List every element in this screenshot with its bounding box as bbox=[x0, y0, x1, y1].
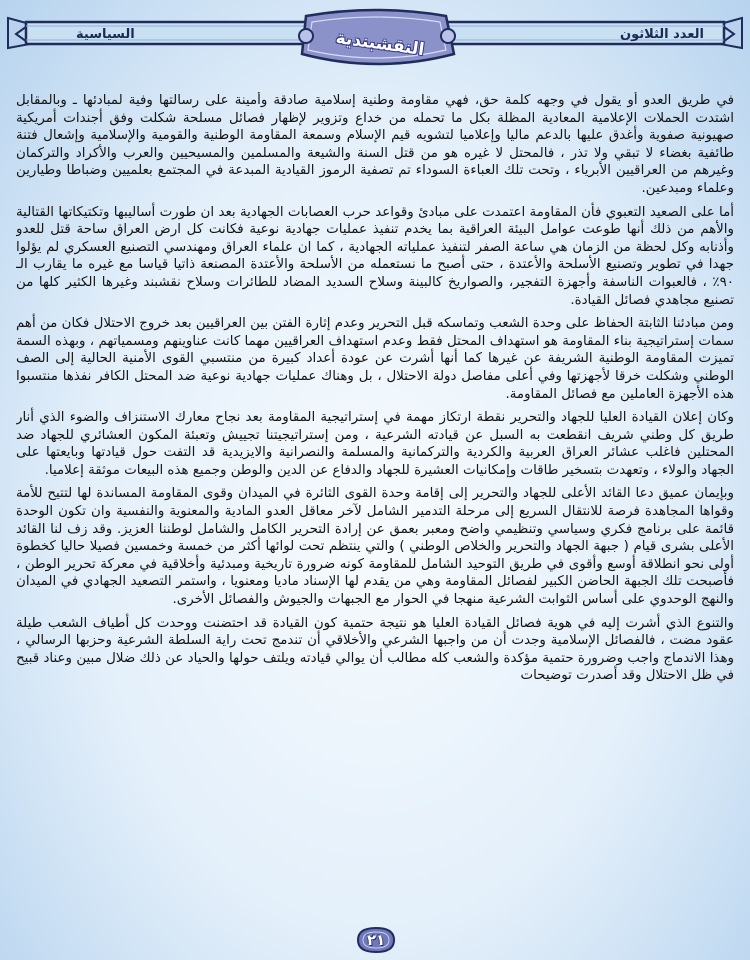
paragraph: وكان إعلان القيادة العليا للجهاد والتحرير نقطة ارتكاز مهمة في إستراتيجية المقاومة بعد نجاح معارك الاستنزاف والضوء الذي أنار طريق كل وطني شريف انقطعت به السبل عن قيادته الشرعية ، ومن إستراتيجيتنا تجييش وتعبئة المكون العشائري للجهاد ضد المحتلين فاغلب عشائر العراق العربية والكردية والتركمانية والمسلمة والنصرانية والايزيدية قد التفت حول قيادتها وبايعتها على الجهاد والولاء ، وتعهدت بتسخير طاقات وإمكانيات العشيرة للجهاد والدفاع عن الدين والوطن وجميع هذه البيعات موثقة إعلاميا. bbox=[16, 410, 734, 478]
issue-number: العدد الثلاثون bbox=[619, 27, 704, 42]
magazine-logo: النقشبندية bbox=[334, 27, 426, 61]
page-number-badge bbox=[354, 926, 398, 954]
article-body bbox=[16, 92, 734, 922]
section-title: السياسية bbox=[76, 27, 135, 42]
paragraph: والتنوع الذي أشرت إليه في هوية فصائل القيادة العليا هو نتيجة حتمية كون القيادة قد احتضنت ووحدت كل أطياف الشعب طيلة عقود مضت ، فالفصائل الإسلامية وجدت أن من واجبها الشرعي والأخلاقي أن تندمج تحت راية السلطة الشرعية وحزبها الرسالي ، وهذا الاندماج واجب وضرورة حتمية مؤكدة والشعب كله مطالب أن يوالي قيادته ويلتف حولها والحياد عن ذلك ضلال مبين وعناد قبيح في ظل الاحتلال وقد أصدرت توضيحات bbox=[16, 615, 734, 684]
paragraph: في طريق العدو أو يقول في وجهه كلمة حق، فهي مقاومة وطنية إسلامية صادقة وأمينة على رسالتها وفية لمبادئها ـ وبالمقابل اشتدت الحملات الإعلامية المعادية المظلة بكل ما تحمله من خداع وتزوير لإظهار فصائل مسلحة شكلت وفق أجندات أمريكية صهيونية صفوية وأغدق عليها بالدعم ماليا وإعلاميا لتشويه قيم الإسلام وسمعة المقاومة الوطنية والقومية والإسلامية وإشعال فتنة طائفية بغضاء لا تبقي ولا تذر ، فالمحتل لا غيره هو من قتل السنة والشيعة والمسلمين والمسيحيين والعرب والأكراد والتركمان وغيرهم من العراقيين الأبرياء ، وتحت تلك العباءة السوداء تم تصفية الرموز القيادية المبدعة في المجتمع بعلميين وضباطا وطيارين وعلماء ومبدعين. bbox=[16, 93, 734, 196]
header-ribbon bbox=[6, 8, 744, 78]
paragraph: أما على الصعيد التعبوي فأن المقاومة اعتمدت على مبادئ وقواعد حرب العصابات الجهادية بعد ان طورت أساليبها وتكتيكاتها القتالية والأهم من ذلك أنها طوعت عوامل البيئة العراقية بما يخدم تنفيذ عمليات جهادية نوعية فكانت كل ارض العراق ساحة قتل للعدو وأذنابه وكل لحظة من الزمان هي ساعة الصفر لتنفيذ عملياته الجهادية ، كما ان علماء العراق ومهندسي التصنيع العسكري لم يؤلوا جهدا في تطوير وتصنيع الأسلحة والأعتدة ، حتى أصبح ما نستعمله من الأسلحة والأعتدة المصنعة ذاتيا قياسا مع غيره ما يقارب الـ ٩٠٪ ، فالعبوات الناسفة وأجهزة التفجير، والصواريخ كالبينة وسلاح السديد المضاد للطائرات وسلاح نقشبند وغيرها الكثير كلها من تصنيع مجاهدي فصائل القيادة. bbox=[16, 204, 734, 308]
paragraph: ومن مبادئنا الثابتة الحفاظ على وحدة الشعب وتماسكه قبل التحرير وعدم إثارة الفتن بين العراقيين بعد خروج الاحتلال فكان من أهم سمات إستراتيجية بناء المقاومة هو استهداف المحتل فقط وعدم استهداف العراقيين مهما كانت عناوينهم ومسمياتهم ، وبهذه السمة تميزت المقاومة الوطنية الشريفة عن غيرها كما أنها أشرت عن عودة أعداد كبيرة من منتسبي القوى الأمنية الحالية إلى الصف الوطني وشكلت خرقا لأجهزتها وفي أعلى مفاصل دولة الاحتلال ، بل وهناك عمليات جهادية نوعية ضد المحتل الكافر نفذها منتسبوا هذه الأجهزة العاملين مع فصائل المقاومة. bbox=[16, 316, 734, 402]
paragraph: وبإيمان عميق دعا القائد الأعلى للجهاد والتحرير إلى إقامة وحدة القوى الثائرة في الميدان وقوى المقاومة المساندة لها لتتيح للأمة وقواها المجاهدة فرصة للانتقال السريع إلى مرحلة التدمير الشامل لآخر معاقل العدو المادية والمعنوية والنفسية وان تكون الوحدة قائمة على برنامج فكري وسياسي وتنظيمي واضح ومعبر بعمق عن إرادة التحرير الكامل والشامل لوطننا العزيز. وقد زف لنا القائد الأعلى بشرى قيام ( جبهة الجهاد والتحرير والخلاص الوطني ) والتي ينتظم تحت لوائها أكثر من خمسة وخمسين فصيلا حاليا كخطوة أولى نحو انطلاقة أوسع وأقوى في طريق التوحيد الشامل للمقاومة كونه ضرورة تاريخية ومبدئية وأخلاقية في معركة تحرير الوطن ، فأصبحت تلك الجبهة الحاضن الكبير لفصائل المقاومة وهي من يقدم لها الإسناد ماديا ومعنويا ، واستمر التصعيد الجهادي في الميدان والنهج الوحدوي على أساس الثوابت الشرعية منهجا في الحوار مع الجبهات والجيوش والفصائل الأخرى. bbox=[16, 486, 734, 608]
page-number: ٢١ bbox=[366, 931, 386, 949]
